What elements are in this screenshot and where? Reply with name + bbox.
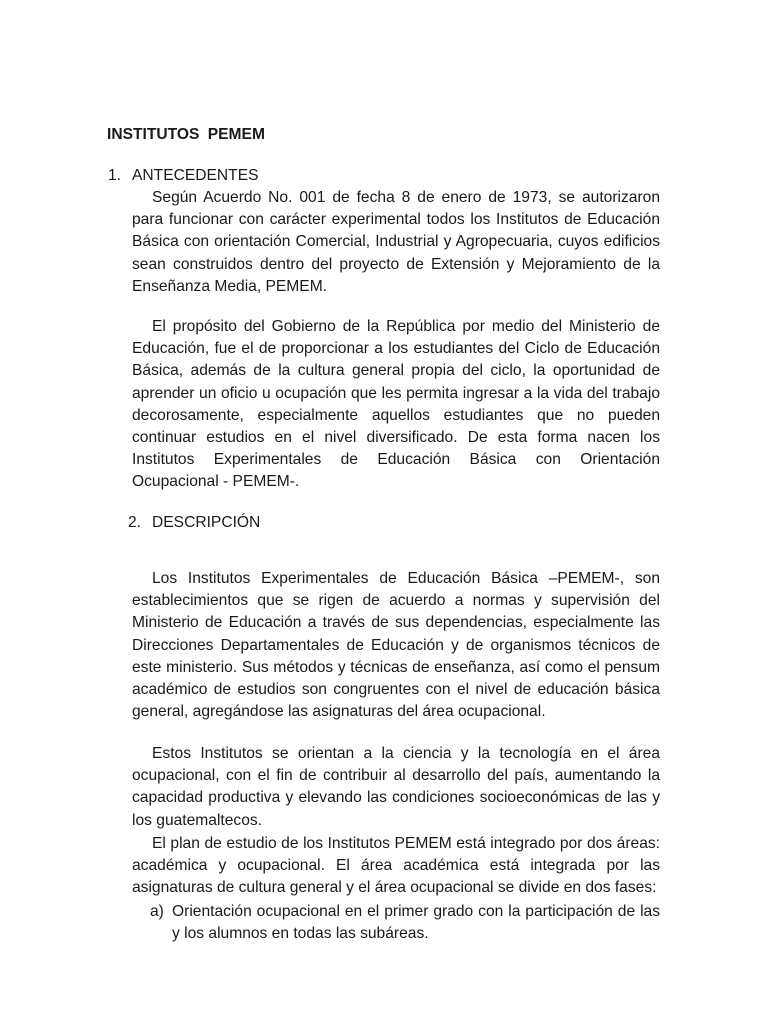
- list-marker: a): [150, 903, 164, 920]
- section-heading-descripcion: [128, 512, 261, 534]
- section-number: 1.: [108, 167, 122, 184]
- section-title: DESCRIPCIÓN: [152, 514, 261, 531]
- paragraph-proposito: El propósito del Gobierno de la República por medio del Ministerio de Educación, fue el de proporcionar a los estudiantes del Ciclo de Educación Básica, además de la cultura general propia del ciclo, la oportunidad de aprender un oficio u ocupación que les permita ingresar a la vida del trabajo decorosamente, especialmente aquellos estudiantes que no pueden continuar estudios en el nivel diversificado. De esta forma nacen los Institutos Experimentales de Educación Básica con Orientación Ocupacional - PEMEM-.: [132, 318, 660, 491]
- section-title: ANTECEDENTES: [132, 167, 259, 184]
- list-item-text: Orientación ocupacional en el primer grado con la participación de las y los alumnos en todas las subáreas.: [172, 903, 660, 943]
- paragraph-orientacion-ciencia: Estos Institutos se orientan a la ciencia y la tecnología en el área ocupacional, con el fin de contribuir al desarrollo del país, aumentando la capacidad productiva y elevando las condiciones socioeconómicas de las y los guatemaltecos.: [132, 745, 660, 829]
- paragraph-plan-de-estudio: El plan de estudio de los Institutos PEMEM está integrado por dos áreas: académica y ocupacional. El área académica está integrada por las asignaturas de cultura general y el área ocupacional se divide en dos fases:: [132, 835, 660, 897]
- section-number: 2.: [128, 514, 142, 531]
- document-title: INSTITUTOS PEMEM: [107, 126, 265, 143]
- list-item-a: [150, 901, 660, 945]
- paragraph-institutos-experimentales: Los Institutos Experimentales de Educación Básica –PEMEM-, son establecimientos que se rigen de acuerdo a normas y supervisión del Ministerio de Educación a través de sus dependencias, especialmente las Direcciones Departamentales de Educación y de organismos técnicos de este ministerio. Sus métodos y técnicas de enseñanza, así como el pensum académico de estudios son congruentes con el nivel de educación básica general, agregándose las asignaturas del área ocupacional.: [132, 570, 660, 721]
- section-heading-antecedentes: [108, 165, 259, 187]
- paragraph-acuerdo: Según Acuerdo No. 001 de fecha 8 de enero de 1973, se autorizaron para funcionar con carácter experimental todos los Institutos de Educación Básica con orientación Comercial, Industrial y Agropecuaria, cuyos edificios sean construidos dentro del proyecto de Extensión y Mejoramiento de la Enseñanza Media, PEMEM.: [132, 189, 660, 295]
